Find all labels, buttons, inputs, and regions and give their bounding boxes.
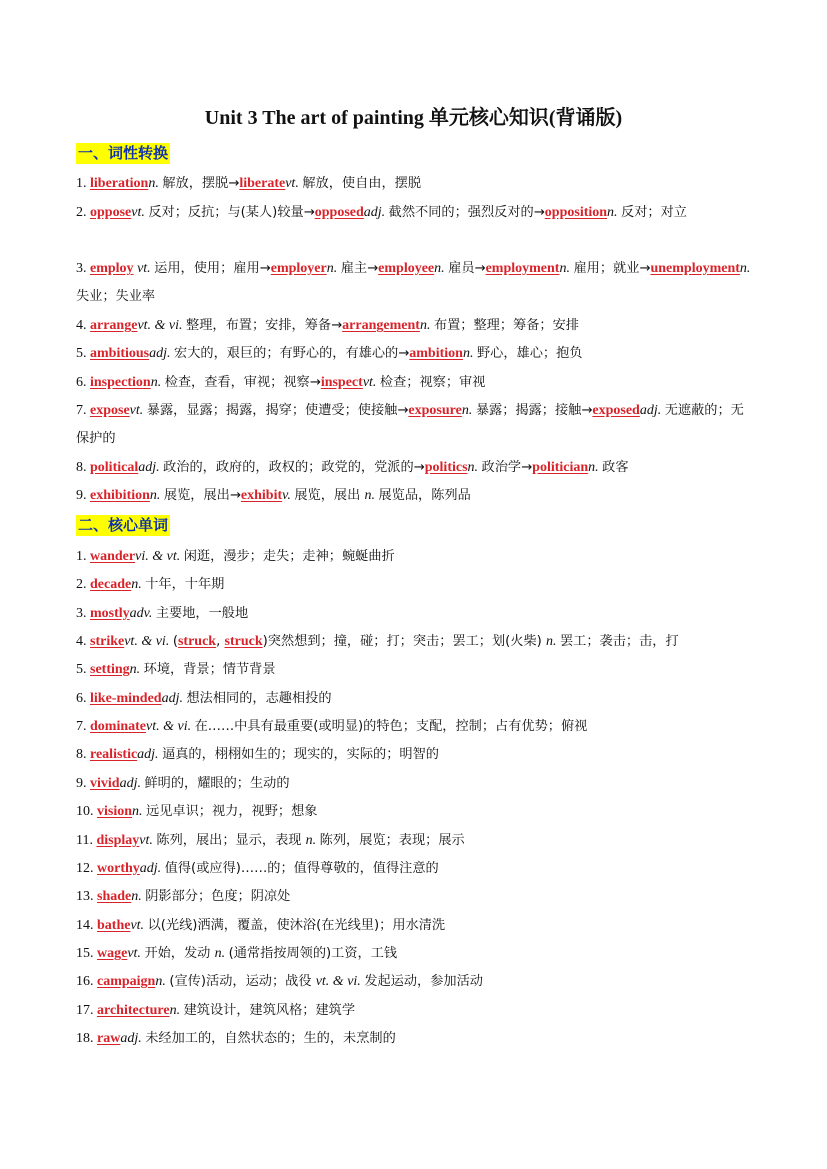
- part-of-speech: adj.: [120, 1031, 146, 1046]
- vocab-word: liberation: [90, 176, 149, 191]
- vocab-word: arrange: [90, 318, 138, 333]
- entry-number: 7.: [76, 719, 90, 734]
- vocab-word: expose: [90, 403, 130, 418]
- definition-text: 值得(或应得)……的；值得尊敬的，值得注意的: [164, 861, 439, 876]
- entry-number: 9.: [76, 776, 90, 791]
- vocab-entry: [76, 340, 756, 368]
- part-of-speech: vt. & vi.: [146, 719, 195, 734]
- entry-number: 11.: [76, 833, 97, 848]
- part-of-speech: n.: [326, 261, 341, 276]
- part-of-speech: n.: [462, 346, 477, 361]
- vocab-word: exhibition: [90, 488, 150, 503]
- definition-text: 野心，雄心；抱负: [476, 346, 583, 361]
- definition-text: 反对；对立: [621, 205, 687, 220]
- entry-number: 7.: [76, 403, 90, 418]
- entry-number: 8.: [76, 460, 90, 475]
- definition-text: (通常指按周领的)工资，工钱: [228, 946, 398, 961]
- vocab-entry: [76, 600, 756, 628]
- vocab-entry: [76, 199, 756, 227]
- vocab-word: vision: [97, 804, 133, 819]
- vocab-word: unemployment: [650, 261, 740, 276]
- entry-number: 16.: [76, 974, 97, 989]
- part-of-speech: n.: [132, 804, 147, 819]
- definition-text: 十年，十年期: [145, 577, 225, 592]
- part-of-speech: vt. & vi.: [315, 974, 365, 989]
- vocab-word: ambition: [409, 346, 463, 361]
- entry-number: 4.: [76, 318, 90, 333]
- part-of-speech: vt.: [139, 833, 157, 848]
- definition-text: 想法相同的，志趣相投的: [186, 691, 332, 706]
- vocab-entry: [76, 940, 756, 968]
- part-of-speech: n.: [607, 205, 622, 220]
- vocab-word: inspection: [90, 375, 151, 390]
- definition-text: 开始，发动: [144, 946, 215, 961]
- definition-text: 闲逛，漫步；走失；走神；蜿蜒曲折: [183, 549, 395, 564]
- part-of-speech: vt.: [127, 946, 145, 961]
- vocab-entry: [76, 770, 756, 798]
- vocab-word: vivid: [90, 776, 120, 791]
- definition-text: 雇主→: [340, 261, 379, 276]
- part-of-speech: n.: [461, 403, 476, 418]
- vocab-entry: [76, 571, 756, 599]
- vocab-word: inspect: [320, 375, 363, 390]
- part-of-speech: n.: [149, 488, 164, 503]
- part-of-speech: n.: [559, 261, 574, 276]
- part-of-speech: n.: [434, 261, 449, 276]
- entry-number: 3.: [76, 261, 90, 276]
- entry-number: 15.: [76, 946, 97, 961]
- entry-number: 2.: [76, 205, 90, 220]
- vocab-word: setting: [90, 662, 130, 677]
- part-of-speech: vt. & vi.: [124, 634, 173, 649]
- entry-number: 6.: [76, 691, 90, 706]
- entry-number: 18.: [76, 1031, 97, 1046]
- part-of-speech: adv.: [129, 606, 156, 621]
- vocab-entry: [76, 912, 756, 940]
- part-of-speech: vt.: [285, 176, 303, 191]
- definition-text: 鲜明的，耀眼的；生动的: [144, 776, 290, 791]
- vocab-word: employee: [378, 261, 435, 276]
- vocab-entry: [76, 482, 756, 510]
- vocab-word: employer: [270, 261, 327, 276]
- vocab-word: opposed: [314, 205, 364, 220]
- part-of-speech: n.: [131, 889, 146, 904]
- vocab-word: struck: [177, 634, 217, 649]
- vocab-word: architecture: [97, 1003, 170, 1018]
- definition-text: 逼真的，栩栩如生的；现实的，实际的；明智的: [162, 747, 439, 762]
- entry-number: 14.: [76, 918, 97, 933]
- definition-text: 政客: [602, 460, 629, 475]
- definition-text: 政治学→: [481, 460, 533, 475]
- definition-text: 发起运动，参加活动: [364, 974, 483, 989]
- part-of-speech: n.: [150, 375, 165, 390]
- vocab-entry: [76, 883, 756, 911]
- definition-text: 展览品，陈列品: [378, 488, 471, 503]
- part-of-speech: adj.: [363, 205, 389, 220]
- definition-text: 截然不同的；强烈反对的→: [388, 205, 545, 220]
- vocab-word: wage: [97, 946, 128, 961]
- definition-text: 主要地，一般地: [155, 606, 249, 621]
- definition-text: 在……中具有最重要(或明显)的特色；支配，控制；占有优势；俯视: [194, 719, 588, 734]
- definition-text: 环境，背景；情节背景: [143, 662, 276, 677]
- vocab-word: oppose: [90, 205, 132, 220]
- definition-text: 陈列，展出；显示，表现: [156, 833, 306, 848]
- part-of-speech: vi. & vt.: [135, 549, 184, 564]
- part-of-speech: adj.: [161, 691, 187, 706]
- definition-text: 陈列，展览；表现；展示: [319, 833, 465, 848]
- vocab-word: wander: [90, 549, 136, 564]
- part-of-speech: n.: [419, 318, 434, 333]
- definition-text: 整理，布置；安排，筹备→: [186, 318, 343, 333]
- part-of-speech: n.: [739, 261, 751, 276]
- part-of-speech: n.: [155, 974, 170, 989]
- vocab-entry: [76, 855, 756, 883]
- entry-number: 1.: [76, 549, 90, 564]
- part-of-speech: n.: [364, 488, 379, 503]
- vocab-word: employ: [90, 261, 134, 276]
- vocab-entry: [76, 968, 756, 996]
- definition-text: 解放，摆脱→: [162, 176, 240, 191]
- definition-text: 检查，查看，审视；视察→: [164, 375, 321, 390]
- vocab-entry: [76, 741, 756, 769]
- vocab-entry: [76, 798, 756, 826]
- vocab-entry: [76, 628, 756, 656]
- definition-text: 暴露，显露；揭露，揭穿；使遭受；使接触→: [146, 403, 409, 418]
- vocab-entry: [76, 170, 756, 198]
- definition-text: (: [172, 634, 178, 649]
- vocab-entry: [76, 255, 756, 311]
- vocab-word: realistic: [90, 747, 138, 762]
- definition-text: 无遮蔽的；无保护的: [76, 403, 744, 446]
- part-of-speech: n.: [169, 1003, 184, 1018]
- entry-number: 2.: [76, 577, 90, 592]
- definition-text: 反对；反抗；与(某人)较量→: [148, 205, 315, 220]
- definition-text: 解放，使自由，摆脱: [302, 176, 422, 191]
- definition-text: 失业；失业率: [76, 289, 156, 304]
- vocab-entry: [76, 685, 756, 713]
- part-of-speech: adj.: [137, 747, 163, 762]
- definition-text: 以(光线)洒满，覆盖，使沐浴(在光线里)；用水清洗: [147, 918, 446, 933]
- section-heading-core-words: 二、核心单词: [78, 516, 169, 534]
- part-of-speech: n.: [588, 460, 603, 475]
- definition-text: 远见卓识；视力，视野；想象: [146, 804, 318, 819]
- vocab-entry: [76, 1025, 756, 1053]
- vocab-word: exposed: [592, 403, 640, 418]
- definition-text: 运用，使用；雇用→: [154, 261, 271, 276]
- part-of-speech: n.: [214, 946, 229, 961]
- page-title: Unit 3 The art of painting 单元核心知识(背诵版): [204, 107, 623, 129]
- part-of-speech: v.: [282, 488, 295, 503]
- part-of-speech: vt.: [131, 205, 149, 220]
- part-of-speech: adj.: [138, 460, 164, 475]
- part-of-speech: n.: [305, 833, 320, 848]
- entry-number: 6.: [76, 375, 90, 390]
- part-of-speech: adj.: [119, 776, 145, 791]
- vocab-entry: [76, 397, 756, 453]
- definition-text: 未经加工的，自然状态的；生的，未烹制的: [145, 1031, 396, 1046]
- definition-text: 雇员→: [448, 261, 486, 276]
- vocab-entry: [76, 713, 756, 741]
- vocab-word: worthy: [97, 861, 140, 876]
- entry-number: 3.: [76, 606, 90, 621]
- definition-text: 宏大的，艰巨的；有野心的，有雄心的→: [174, 346, 410, 361]
- part-of-speech: n.: [131, 577, 146, 592]
- part-of-speech: n.: [148, 176, 163, 191]
- vocab-word: opposition: [544, 205, 608, 220]
- vocab-entry: [76, 454, 756, 482]
- part-of-speech: vt.: [133, 261, 155, 276]
- definition-text: 展览，展出: [294, 488, 365, 503]
- vocab-word: strike: [90, 634, 125, 649]
- entry-number: 9.: [76, 488, 90, 503]
- vocab-word: arrangement: [342, 318, 420, 333]
- vocab-word: exposure: [408, 403, 462, 418]
- vocab-word: bathe: [97, 918, 131, 933]
- vocab-word: liberate: [239, 176, 286, 191]
- entry-number: 12.: [76, 861, 97, 876]
- vocab-word: shade: [97, 889, 132, 904]
- definition-text: 布置；整理；筹备；安排: [433, 318, 579, 333]
- vocab-word: politician: [532, 460, 589, 475]
- vocab-entry: [76, 312, 756, 340]
- vocab-word: mostly: [90, 606, 130, 621]
- definition-text: ,: [216, 634, 225, 649]
- definition-text: 阴影部分；色度；阴凉处: [145, 889, 291, 904]
- vocab-word: politics: [424, 460, 468, 475]
- vocab-word: decade: [90, 577, 132, 592]
- definition-text: 雇用；就业→: [573, 261, 651, 276]
- definition-text: )突然想到；撞，碰；打；突击；罢工；划(火柴): [262, 634, 546, 649]
- definition-text: (宣传)活动，运动；战役: [169, 974, 316, 989]
- entry-number: 8.: [76, 747, 90, 762]
- vocab-word: raw: [97, 1031, 121, 1046]
- part-of-speech: n.: [546, 634, 560, 649]
- vocab-entry: [76, 997, 756, 1025]
- entry-number: 17.: [76, 1003, 97, 1018]
- definition-text: 展览，展出→: [163, 488, 241, 503]
- vocab-word: struck: [224, 634, 263, 649]
- vocab-word: employment: [485, 261, 560, 276]
- part-of-speech: n.: [467, 460, 482, 475]
- part-of-speech: vt. & vi.: [137, 318, 187, 333]
- vocab-word: display: [96, 833, 140, 848]
- vocab-word: political: [90, 460, 139, 475]
- entry-number: 4.: [76, 634, 90, 649]
- vocab-entry: [76, 656, 756, 684]
- definition-text: 政治的，政府的，政权的；政党的，党派的→: [163, 460, 425, 475]
- part-of-speech: adj.: [149, 346, 175, 361]
- vocab-word: ambitious: [90, 346, 150, 361]
- section-heading-word-forms: 一、词性转换: [78, 144, 169, 162]
- vocab-word: campaign: [97, 974, 156, 989]
- definition-text: 建筑设计，建筑风格；建筑学: [183, 1003, 356, 1018]
- entry-number: 13.: [76, 889, 97, 904]
- part-of-speech: n.: [129, 662, 144, 677]
- vocab-entry: [76, 369, 756, 397]
- entry-number: 1.: [76, 176, 90, 191]
- definition-text: 暴露；揭露；接触→: [475, 403, 593, 418]
- part-of-speech: vt.: [130, 918, 148, 933]
- vocab-word: like-minded: [90, 691, 162, 706]
- definition-text: 罢工；袭击；击，打: [560, 634, 679, 649]
- part-of-speech: vt.: [362, 375, 380, 390]
- entry-number: 5.: [76, 346, 90, 361]
- entry-number: 5.: [76, 662, 90, 677]
- part-of-speech: adj.: [139, 861, 165, 876]
- definition-text: 检查；视察；审视: [379, 375, 486, 390]
- vocab-entry: [76, 827, 756, 855]
- part-of-speech: adj.: [639, 403, 665, 418]
- vocab-word: dominate: [90, 719, 146, 734]
- part-of-speech: vt.: [129, 403, 147, 418]
- entry-number: 10.: [76, 804, 97, 819]
- vocab-word: exhibit: [240, 488, 283, 503]
- vocab-entry: [76, 543, 756, 571]
